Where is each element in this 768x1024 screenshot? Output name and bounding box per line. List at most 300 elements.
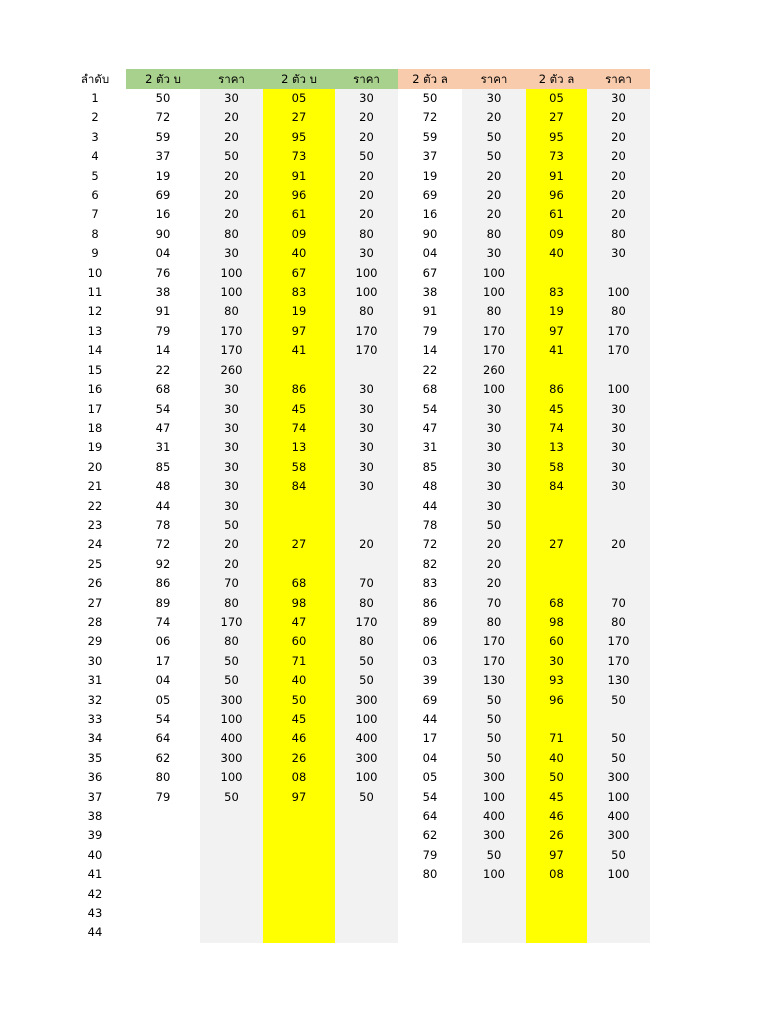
cell-upper-price: 70 xyxy=(200,574,263,593)
price-table-body xyxy=(64,69,650,943)
cell-order-number: 12 xyxy=(87,304,103,319)
cell-lower-price: 30 xyxy=(462,477,526,496)
cell-upper-two-digit: 31 xyxy=(155,440,171,455)
cell-upper-two-digit xyxy=(126,807,200,826)
table-row xyxy=(64,147,650,166)
cell-upper-two-digit-highlight: 96 xyxy=(263,186,335,205)
cell-lower-two-digit-highlight: 30 xyxy=(526,652,587,671)
cell-upper-two-digit: 14 xyxy=(155,343,171,358)
cell-order-number: 40 xyxy=(87,847,103,862)
cell-lower-price: 170 xyxy=(462,632,526,651)
cell-lower-price: 50 xyxy=(462,516,526,535)
table-row xyxy=(64,729,650,748)
cell-lower-two-digit: 67 xyxy=(422,265,438,280)
cell-upper-price: 80 xyxy=(200,225,263,244)
cell-lower-two-digit-highlight xyxy=(526,555,587,574)
cell-lower-price: 20 xyxy=(462,186,526,205)
cell-upper-two-digit: 62 xyxy=(155,750,171,765)
table-row xyxy=(64,458,650,477)
column-header-lower-price-copy: ราคา xyxy=(587,69,650,89)
cell-upper-two-digit-highlight: 73 xyxy=(263,147,335,166)
cell-order-number: 14 xyxy=(87,343,103,358)
cell-upper-two-digit-highlight: 41 xyxy=(263,341,335,360)
cell-upper-price xyxy=(200,865,263,884)
column-header-upper-price: ราคา xyxy=(200,69,263,89)
table-row xyxy=(64,341,650,360)
header-row xyxy=(64,69,650,89)
cell-lower-two-digit: 16 xyxy=(422,207,438,222)
cell-upper-price: 100 xyxy=(200,710,263,729)
table-row xyxy=(64,691,650,710)
cell-lower-two-digit: 80 xyxy=(422,867,438,882)
cell-order-number: 28 xyxy=(87,614,103,629)
cell-upper-price-copy: 300 xyxy=(335,749,398,768)
cell-order-number: 36 xyxy=(87,770,103,785)
cell-upper-price-copy: 20 xyxy=(335,167,398,186)
table-row xyxy=(64,904,650,923)
cell-upper-two-digit: 68 xyxy=(155,382,171,397)
cell-lower-two-digit: 90 xyxy=(422,226,438,241)
cell-order-number: 42 xyxy=(87,886,103,901)
cell-lower-price-copy xyxy=(587,497,650,516)
cell-upper-two-digit-highlight: 97 xyxy=(263,788,335,807)
cell-lower-price-copy: 50 xyxy=(587,749,650,768)
cell-upper-price-copy: 50 xyxy=(335,788,398,807)
table-row xyxy=(64,244,650,263)
cell-order-number: 7 xyxy=(91,207,99,222)
cell-upper-two-digit: 50 xyxy=(155,91,171,105)
table-row xyxy=(64,749,650,768)
cell-lower-price: 70 xyxy=(462,594,526,613)
cell-upper-two-digit-highlight: 95 xyxy=(263,128,335,147)
cell-upper-two-digit-highlight: 67 xyxy=(263,264,335,283)
cell-upper-price-copy xyxy=(335,516,398,535)
cell-upper-price-copy: 80 xyxy=(335,302,398,321)
cell-order-number: 13 xyxy=(87,323,103,338)
cell-upper-two-digit: 04 xyxy=(155,673,171,688)
cell-upper-price-copy: 30 xyxy=(335,400,398,419)
cell-order-number: 23 xyxy=(87,517,103,532)
cell-lower-two-digit-highlight: 46 xyxy=(526,807,587,826)
cell-upper-two-digit: 38 xyxy=(155,285,171,300)
table-row xyxy=(64,264,650,283)
table-row xyxy=(64,205,650,224)
cell-lower-price: 170 xyxy=(462,322,526,341)
cell-upper-price-copy: 20 xyxy=(335,108,398,127)
cell-upper-two-digit: 06 xyxy=(155,634,171,649)
cell-upper-price-copy: 170 xyxy=(335,341,398,360)
cell-upper-two-digit-highlight: 27 xyxy=(263,535,335,554)
cell-upper-price: 50 xyxy=(200,516,263,535)
cell-lower-two-digit: 38 xyxy=(422,285,438,300)
cell-lower-two-digit-highlight: 60 xyxy=(526,632,587,651)
cell-upper-price-copy xyxy=(335,885,398,904)
cell-lower-price-copy: 100 xyxy=(587,283,650,302)
cell-lower-price: 50 xyxy=(462,846,526,865)
cell-upper-two-digit-highlight xyxy=(263,826,335,845)
table-row xyxy=(64,128,650,147)
cell-lower-two-digit: 39 xyxy=(422,673,438,688)
cell-lower-price-copy: 170 xyxy=(587,652,650,671)
cell-order-number: 10 xyxy=(87,265,103,280)
cell-order-number: 16 xyxy=(87,382,103,397)
cell-upper-price: 50 xyxy=(200,671,263,690)
cell-upper-two-digit: 16 xyxy=(155,207,171,222)
cell-order-number: 38 xyxy=(87,809,103,824)
cell-lower-price: 80 xyxy=(462,613,526,632)
column-header-upper-price-copy: ราคา xyxy=(335,69,398,89)
cell-upper-two-digit: 72 xyxy=(155,110,171,125)
table-row xyxy=(64,846,650,865)
table-row xyxy=(64,807,650,826)
table-row xyxy=(64,923,650,942)
cell-upper-two-digit: 92 xyxy=(155,556,171,571)
cell-order-number: 4 xyxy=(91,149,99,164)
cell-lower-two-digit: 22 xyxy=(422,362,438,377)
cell-lower-price: 80 xyxy=(462,225,526,244)
cell-lower-two-digit-highlight: 27 xyxy=(526,108,587,127)
price-table xyxy=(64,69,650,943)
cell-upper-price: 170 xyxy=(200,341,263,360)
cell-lower-price-copy: 80 xyxy=(587,225,650,244)
cell-lower-two-digit-highlight: 50 xyxy=(526,768,587,787)
cell-lower-two-digit-highlight: 41 xyxy=(526,341,587,360)
cell-lower-two-digit-highlight xyxy=(526,710,587,729)
cell-lower-price: 30 xyxy=(462,438,526,457)
cell-lower-price: 300 xyxy=(462,768,526,787)
cell-order-number: 3 xyxy=(91,129,99,144)
cell-lower-price-copy: 30 xyxy=(587,419,650,438)
cell-lower-price-copy: 130 xyxy=(587,671,650,690)
cell-upper-price: 50 xyxy=(200,788,263,807)
cell-lower-two-digit: 72 xyxy=(422,537,438,552)
cell-upper-price-copy: 30 xyxy=(335,438,398,457)
column-header-lower-price: ราคา xyxy=(462,69,526,89)
column-header-order-number: ลำดับ xyxy=(80,72,110,86)
cell-upper-two-digit-highlight: 40 xyxy=(263,244,335,263)
cell-order-number: 17 xyxy=(87,401,103,416)
cell-upper-price: 50 xyxy=(200,147,263,166)
cell-upper-price: 30 xyxy=(200,89,263,108)
cell-lower-price-copy: 100 xyxy=(587,865,650,884)
cell-order-number: 32 xyxy=(87,692,103,707)
cell-lower-two-digit-highlight xyxy=(526,923,587,942)
table-row xyxy=(64,167,650,186)
cell-lower-price-copy: 20 xyxy=(587,205,650,224)
cell-upper-two-digit-highlight: 46 xyxy=(263,729,335,748)
cell-order-number: 6 xyxy=(91,188,99,203)
cell-order-number: 41 xyxy=(87,867,103,882)
cell-lower-price-copy: 30 xyxy=(587,458,650,477)
table-row xyxy=(64,535,650,554)
cell-upper-price xyxy=(200,826,263,845)
cell-upper-two-digit-highlight: 71 xyxy=(263,652,335,671)
cell-upper-two-digit xyxy=(126,904,200,923)
cell-lower-two-digit-highlight: 68 xyxy=(526,594,587,613)
cell-lower-price: 100 xyxy=(462,788,526,807)
cell-upper-price: 300 xyxy=(200,691,263,710)
cell-upper-price: 20 xyxy=(200,186,263,205)
cell-upper-two-digit-highlight xyxy=(263,555,335,574)
cell-upper-two-digit-highlight xyxy=(263,923,335,942)
cell-upper-price-copy: 30 xyxy=(335,244,398,263)
table-row xyxy=(64,322,650,341)
cell-upper-two-digit-highlight: 08 xyxy=(263,768,335,787)
cell-upper-price-copy xyxy=(335,361,398,380)
cell-upper-price: 30 xyxy=(200,497,263,516)
cell-upper-two-digit-highlight: 47 xyxy=(263,613,335,632)
cell-upper-price-copy: 100 xyxy=(335,264,398,283)
cell-upper-two-digit: 79 xyxy=(155,789,171,804)
cell-upper-price xyxy=(200,923,263,942)
cell-lower-price-copy: 400 xyxy=(587,807,650,826)
cell-order-number: 15 xyxy=(87,362,103,377)
cell-upper-price-copy: 50 xyxy=(335,652,398,671)
column-header-upper-two-digit-highlight: 2 ตัว บ xyxy=(263,69,335,89)
cell-lower-two-digit-highlight: 84 xyxy=(526,477,587,496)
cell-lower-two-digit: 83 xyxy=(422,576,438,591)
cell-upper-price: 30 xyxy=(200,419,263,438)
cell-lower-price: 260 xyxy=(462,361,526,380)
cell-upper-price-copy: 20 xyxy=(335,205,398,224)
cell-upper-two-digit: 44 xyxy=(155,498,171,513)
cell-lower-two-digit-highlight: 86 xyxy=(526,380,587,399)
cell-upper-price-copy: 70 xyxy=(335,574,398,593)
cell-upper-price: 170 xyxy=(200,613,263,632)
cell-lower-price-copy: 300 xyxy=(587,826,650,845)
cell-lower-two-digit-highlight xyxy=(526,516,587,535)
cell-lower-price-copy: 30 xyxy=(587,89,650,108)
cell-upper-price-copy: 20 xyxy=(335,535,398,554)
cell-lower-price-copy xyxy=(587,923,650,942)
cell-upper-price-copy xyxy=(335,807,398,826)
cell-order-number: 44 xyxy=(87,925,103,940)
cell-upper-two-digit: 80 xyxy=(155,770,171,785)
cell-upper-price-copy: 100 xyxy=(335,283,398,302)
cell-order-number: 1 xyxy=(91,91,99,105)
cell-lower-price: 30 xyxy=(462,89,526,108)
cell-order-number: 21 xyxy=(87,479,103,494)
cell-upper-two-digit-highlight: 19 xyxy=(263,302,335,321)
cell-upper-two-digit-highlight: 13 xyxy=(263,438,335,457)
table-row xyxy=(64,768,650,787)
cell-upper-price-copy xyxy=(335,923,398,942)
cell-lower-price: 50 xyxy=(462,710,526,729)
cell-upper-two-digit: 90 xyxy=(155,226,171,241)
cell-lower-two-digit: 79 xyxy=(422,323,438,338)
cell-lower-price: 30 xyxy=(462,244,526,263)
cell-lower-two-digit-highlight xyxy=(526,885,587,904)
cell-upper-two-digit-highlight: 58 xyxy=(263,458,335,477)
cell-upper-price-copy: 30 xyxy=(335,419,398,438)
cell-lower-price-copy: 70 xyxy=(587,594,650,613)
table-row xyxy=(64,594,650,613)
cell-lower-two-digit: 31 xyxy=(422,440,438,455)
cell-lower-two-digit: 48 xyxy=(422,479,438,494)
cell-upper-price: 20 xyxy=(200,108,263,127)
cell-lower-two-digit-highlight: 09 xyxy=(526,225,587,244)
cell-order-number: 11 xyxy=(87,285,103,300)
cell-lower-price-copy: 30 xyxy=(587,438,650,457)
cell-lower-two-digit: 14 xyxy=(422,343,438,358)
table-row xyxy=(64,516,650,535)
cell-lower-two-digit-highlight: 58 xyxy=(526,458,587,477)
cell-upper-two-digit-highlight: 84 xyxy=(263,477,335,496)
cell-upper-two-digit xyxy=(126,923,200,942)
cell-lower-two-digit: 82 xyxy=(422,556,438,571)
cell-upper-two-digit: 05 xyxy=(155,692,171,707)
cell-lower-price: 400 xyxy=(462,807,526,826)
cell-upper-two-digit: 54 xyxy=(155,401,171,416)
table-row xyxy=(64,826,650,845)
cell-lower-two-digit: 68 xyxy=(422,382,438,397)
cell-order-number: 43 xyxy=(87,906,103,921)
cell-lower-price-copy: 30 xyxy=(587,244,650,263)
cell-lower-two-digit-highlight: 73 xyxy=(526,147,587,166)
cell-lower-price-copy xyxy=(587,361,650,380)
cell-lower-price: 30 xyxy=(462,497,526,516)
cell-upper-two-digit-highlight: 09 xyxy=(263,225,335,244)
cell-lower-price: 20 xyxy=(462,167,526,186)
cell-lower-two-digit: 44 xyxy=(422,498,438,513)
cell-lower-price: 80 xyxy=(462,302,526,321)
cell-upper-two-digit: 91 xyxy=(155,304,171,319)
table-row xyxy=(64,419,650,438)
cell-lower-price xyxy=(462,885,526,904)
cell-upper-price: 170 xyxy=(200,322,263,341)
cell-upper-two-digit-highlight: 05 xyxy=(263,89,335,108)
cell-order-number: 24 xyxy=(87,537,103,552)
table-row xyxy=(64,652,650,671)
cell-lower-two-digit: 78 xyxy=(422,517,438,532)
cell-order-number: 37 xyxy=(87,789,103,804)
cell-lower-two-digit: 85 xyxy=(422,459,438,474)
table-row xyxy=(64,710,650,729)
cell-upper-two-digit xyxy=(126,846,200,865)
cell-lower-price-copy: 20 xyxy=(587,167,650,186)
cell-upper-price-copy: 50 xyxy=(335,147,398,166)
cell-lower-two-digit: 03 xyxy=(422,653,438,668)
table-row xyxy=(64,302,650,321)
cell-order-number: 20 xyxy=(87,459,103,474)
cell-lower-price: 170 xyxy=(462,341,526,360)
cell-upper-price-copy xyxy=(335,846,398,865)
cell-upper-price: 20 xyxy=(200,535,263,554)
cell-lower-two-digit: 91 xyxy=(422,304,438,319)
cell-lower-price: 30 xyxy=(462,400,526,419)
cell-lower-price: 130 xyxy=(462,671,526,690)
cell-lower-price-copy xyxy=(587,710,650,729)
cell-upper-price-copy xyxy=(335,555,398,574)
cell-upper-price-copy xyxy=(335,865,398,884)
cell-upper-two-digit-highlight: 45 xyxy=(263,400,335,419)
cell-lower-price: 20 xyxy=(462,205,526,224)
table-row xyxy=(64,283,650,302)
cell-upper-two-digit xyxy=(126,865,200,884)
cell-lower-two-digit: 54 xyxy=(422,789,438,804)
cell-lower-two-digit: 17 xyxy=(422,731,438,746)
cell-upper-price xyxy=(200,807,263,826)
cell-upper-price-copy: 20 xyxy=(335,186,398,205)
cell-upper-two-digit: 48 xyxy=(155,479,171,494)
cell-lower-two-digit-highlight: 93 xyxy=(526,671,587,690)
table-row xyxy=(64,186,650,205)
cell-upper-two-digit-highlight xyxy=(263,846,335,865)
cell-lower-price: 20 xyxy=(462,535,526,554)
cell-upper-two-digit-highlight: 97 xyxy=(263,322,335,341)
cell-lower-price-copy: 100 xyxy=(587,380,650,399)
cell-upper-price: 100 xyxy=(200,283,263,302)
table-row xyxy=(64,574,650,593)
cell-upper-two-digit: 54 xyxy=(155,712,171,726)
cell-upper-two-digit: 78 xyxy=(155,517,171,532)
table-row xyxy=(64,555,650,574)
table-row xyxy=(64,400,650,419)
table-row xyxy=(64,380,650,399)
cell-lower-price xyxy=(462,904,526,923)
cell-upper-two-digit-highlight: 45 xyxy=(263,710,335,729)
cell-upper-price: 300 xyxy=(200,749,263,768)
cell-upper-price-copy: 80 xyxy=(335,594,398,613)
cell-lower-price-copy xyxy=(587,555,650,574)
cell-upper-price-copy xyxy=(335,904,398,923)
cell-upper-price: 20 xyxy=(200,205,263,224)
cell-upper-two-digit-highlight: 83 xyxy=(263,283,335,302)
cell-upper-price xyxy=(200,885,263,904)
cell-upper-price: 20 xyxy=(200,555,263,574)
cell-lower-price-copy: 20 xyxy=(587,186,650,205)
cell-upper-price: 30 xyxy=(200,400,263,419)
cell-upper-price: 30 xyxy=(200,477,263,496)
cell-lower-two-digit: 69 xyxy=(422,692,438,707)
cell-upper-price: 80 xyxy=(200,302,263,321)
cell-upper-price-copy: 170 xyxy=(335,613,398,632)
cell-lower-price: 20 xyxy=(462,555,526,574)
cell-upper-two-digit xyxy=(126,826,200,845)
cell-upper-two-digit: 89 xyxy=(155,595,171,610)
cell-lower-price xyxy=(462,923,526,942)
table-row xyxy=(64,632,650,651)
cell-lower-price-copy: 170 xyxy=(587,341,650,360)
cell-lower-two-digit-highlight: 91 xyxy=(526,167,587,186)
cell-lower-price-copy: 30 xyxy=(587,400,650,419)
cell-upper-two-digit-highlight xyxy=(263,516,335,535)
cell-upper-two-digit-highlight: 98 xyxy=(263,594,335,613)
cell-upper-two-digit-highlight: 86 xyxy=(263,380,335,399)
cell-order-number: 31 xyxy=(87,673,103,688)
cell-lower-price: 30 xyxy=(462,458,526,477)
cell-lower-two-digit-highlight: 71 xyxy=(526,729,587,748)
table-row xyxy=(64,108,650,127)
column-header-lower-two-digit: 2 ตัว ล xyxy=(398,69,462,89)
cell-lower-two-digit-highlight: 98 xyxy=(526,613,587,632)
cell-upper-two-digit: 19 xyxy=(155,168,171,183)
cell-upper-price-copy: 30 xyxy=(335,458,398,477)
cell-upper-two-digit-highlight: 61 xyxy=(263,205,335,224)
cell-lower-two-digit-highlight: 96 xyxy=(526,186,587,205)
cell-order-number: 8 xyxy=(91,226,99,241)
table-row xyxy=(64,225,650,244)
cell-order-number: 25 xyxy=(87,556,103,571)
cell-upper-price-copy: 20 xyxy=(335,128,398,147)
cell-lower-two-digit-highlight: 74 xyxy=(526,419,587,438)
cell-upper-two-digit: 17 xyxy=(155,653,171,668)
cell-upper-price-copy: 30 xyxy=(335,380,398,399)
cell-lower-price: 100 xyxy=(462,283,526,302)
table-row xyxy=(64,885,650,904)
cell-lower-price: 170 xyxy=(462,652,526,671)
cell-lower-two-digit: 69 xyxy=(422,188,438,203)
